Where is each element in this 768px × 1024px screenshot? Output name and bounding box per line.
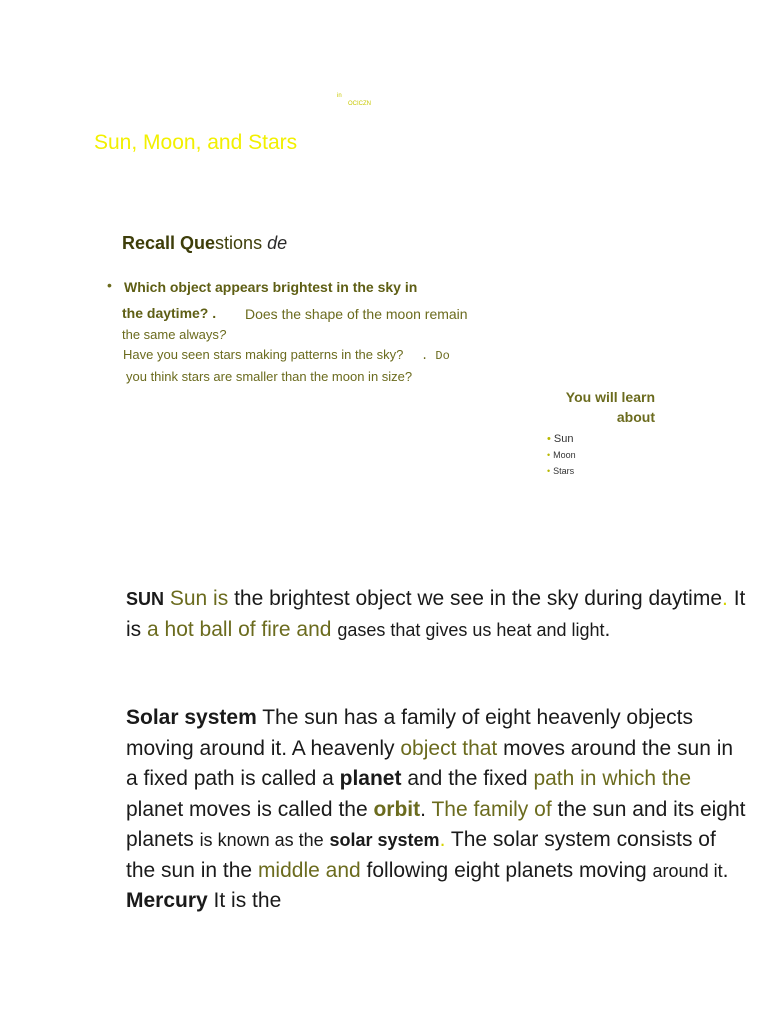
solar-text: and the fixed (407, 767, 528, 790)
solar-text: path in which the (533, 767, 692, 790)
recall-heading-bold: Recall Que (122, 233, 216, 253)
solar-text: object that (400, 736, 498, 760)
solar-text: planet moves is called the (126, 797, 368, 821)
sun-text: the brightest object we see in the sky during daytime (234, 587, 723, 610)
sun-text: Sun is (169, 587, 229, 610)
sun-text: . (604, 617, 611, 641)
question-2-line-2 (122, 325, 226, 345)
question-2-mark: ? (218, 327, 227, 342)
learn-item-label: Sun (553, 433, 574, 445)
solar-text: the sun and its eight planets (126, 797, 746, 851)
solar-text: moves around the sun in a fixed path is called a (126, 736, 734, 790)
solar-text: The family of (431, 797, 552, 821)
bullet-icon: • (547, 433, 551, 445)
solar-text: . (420, 797, 426, 821)
recall-heading-italic: de (267, 233, 288, 253)
recall-heading-rest: stions (215, 233, 263, 253)
solar-text: middle and (257, 858, 361, 882)
solar-keyword-system: solar system (329, 830, 440, 850)
solar-text: It is the (213, 889, 282, 912)
sun-text: gases that gives us heat and light (337, 619, 605, 640)
header-mark: OCICZN (348, 101, 371, 107)
solar-text: The sun has a family of eight heavenly objects moving around it. A heavenly (126, 706, 693, 760)
learn-item-sun (547, 433, 573, 445)
question-2-line-1: Does the shape of the moon remain (245, 306, 468, 322)
solar-text: The solar system consists of the sun in the (126, 828, 716, 882)
question-2-text: the same always (122, 327, 219, 342)
question-bullet: • (107, 277, 112, 293)
page-title: Sun, Moon, and Stars (94, 131, 298, 154)
solar-text: . (722, 858, 729, 882)
question-4-start: . Do (421, 349, 450, 363)
sun-paragraph (126, 584, 746, 645)
learn-item-moon (547, 450, 576, 460)
solar-keyword-orbit: orbit (373, 797, 421, 821)
recall-heading (122, 233, 287, 254)
question-4-line-2: you think stars are smaller than the moon in size? (126, 369, 413, 384)
solar-text: is known as the (199, 830, 324, 850)
learn-item-label: Moon (553, 450, 576, 460)
bullet-icon: • (547, 466, 551, 476)
solar-tag: Solar system (126, 706, 257, 729)
header-marks (337, 92, 371, 108)
learn-item-label: Stars (553, 466, 575, 476)
solar-keyword-mercury: Mercury (126, 889, 208, 912)
header-mark: in (337, 93, 342, 99)
solar-keyword-planet: planet (339, 767, 402, 790)
solar-system-paragraph (126, 703, 746, 917)
question-1-line-1: Which object appears brightest in the sky in (124, 279, 418, 295)
learn-about-title: You will learn about (565, 389, 655, 425)
sun-text: a hot ball of fire and (147, 617, 332, 641)
question-1-line-2: the daytime? . (122, 305, 217, 321)
learn-item-stars (547, 466, 574, 476)
sun-text: . (722, 587, 728, 610)
solar-text: around it (652, 860, 723, 881)
sun-tag: SUN (126, 589, 165, 609)
solar-text: . (439, 828, 446, 851)
sun-text: It is (126, 587, 746, 641)
question-3: Have you seen stars making patterns in the sky? (123, 347, 404, 362)
bullet-icon: • (547, 450, 551, 460)
solar-text: following eight planets moving (366, 858, 647, 882)
